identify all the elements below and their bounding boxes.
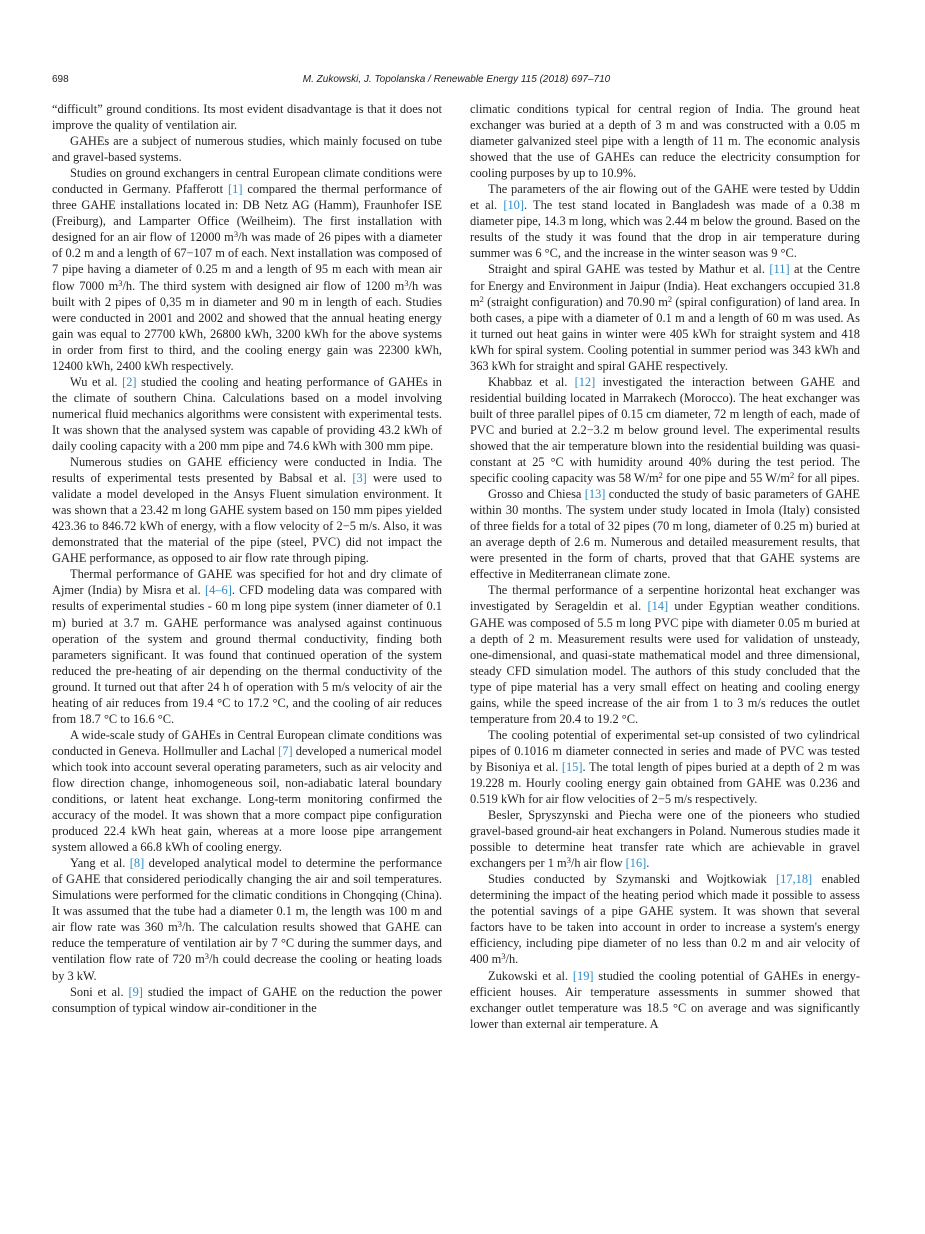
citation-link[interactable]: [9] bbox=[128, 984, 143, 999]
paragraph bbox=[470, 101, 860, 181]
citation-link[interactable]: [10] bbox=[503, 198, 524, 213]
text-run: Besler, Spryszynski and Piecha were one of the pioneers who studied gravel-based ground-air heat exchangers in Poland. Numerous studies made it possible to determine heat transfer rate which are achievable in gravel exchangers per 1 m bbox=[470, 808, 860, 871]
paragraph bbox=[470, 486, 860, 582]
paragraph bbox=[470, 374, 860, 486]
citation-link[interactable]: [15] bbox=[561, 759, 583, 774]
text-run: /h was made of 26 pipes with a diameter of 0.2 m and a length of 67−107 m of each. Next installation was composed of 7 pipe having a diameter of 0.25 m and a length of 95 m each with mean air flow 7000 m bbox=[52, 230, 442, 293]
paragraph bbox=[52, 374, 442, 454]
page-number: 698 bbox=[52, 74, 69, 85]
text-run: Studies on ground exchangers in central European climate conditions were conducted in Germany. Pfafferott bbox=[52, 166, 442, 197]
text-run: for all pipes. bbox=[794, 471, 860, 486]
text-run: for one pipe and 55 W/m bbox=[662, 471, 790, 486]
text-run: /h could decrease the cooling or heating loads by 3 kW. bbox=[52, 952, 442, 983]
text-run: investigated the interaction between GAHE and residential building located in Marrakech (Morocco). The heat exchanger was built of three parallel pipes of 0.15 cm diameter, 72 m length of each, made of PVC and buried at 2.2−3.2 m below ground level. The experimental results showed that the air temperature blown into the residential building was quasi-constant at 25 °C with humidity around 40% during the test period. The specific cooling capacity was 58 W/m bbox=[470, 374, 860, 486]
citation-link[interactable]: [16] bbox=[625, 856, 647, 871]
text-run: developed analytical model to determine the performance of GAHE that considered periodically changing the air and soil temperatures. Simulations were performed for the climatic conditions in Chongqing (China). It was assumed that the tube had a diameter 0.1 m, the length was 100 m and air flow rate was 360 m bbox=[52, 856, 442, 935]
paragraph bbox=[52, 165, 442, 374]
paragraph bbox=[52, 727, 442, 855]
right-column bbox=[470, 101, 860, 1032]
superscript: 3 bbox=[404, 277, 409, 288]
text-run: Yang et al. bbox=[70, 856, 130, 871]
text-run: (spiral configuration) of land area. In both cases, a pipe with a diameter of 0.1 m and a length of 60 m was used. As it turned out heat gains in winter were 405 kWh for straight system and 418 kWh for spiral system. Cooling potential in summer period was 343 kWh and 363 kWh for straight and spiral GAHE respectively. bbox=[470, 294, 860, 373]
paragraph bbox=[470, 968, 860, 1032]
text-run: /h air flow bbox=[570, 856, 626, 871]
paragraph bbox=[52, 984, 442, 1016]
paragraph bbox=[52, 855, 442, 983]
paragraph bbox=[52, 101, 442, 133]
superscript: 3 bbox=[204, 951, 209, 962]
superscript: 3 bbox=[233, 229, 239, 240]
text-run: studied the impact of GAHE on the reduction the power consumption of typical window air-conditioner in the bbox=[52, 984, 442, 1015]
text-run: enabled determining the impact of the heating period which made it possible to assess the potential savings of a pipe GAHE system. It was shown that several factors have to be taken into account in order to increase a system's energy efficiency, including pipe diameter of no less than 0.2 m and air velocity of 400 m bbox=[470, 872, 861, 967]
text-run: Numerous studies on GAHE efficiency were conducted in India. The results of experimental tests presented by Babsal et al. bbox=[52, 455, 442, 486]
paragraph bbox=[470, 727, 860, 807]
text-run: climatic conditions typical for central region of India. The ground heat exchanger was buried at a depth of 3 m and was constructed with a 0.05 m diameter galvanized steel pipe with a length of 11 m. The economic analysis showed that the use of GAHEs can reduce the electricity consumption for cooling purposes by up to 10.9%. bbox=[470, 102, 860, 181]
text-run: . The total length of pipes buried at a depth of 2 m was 19.228 m. Hourly cooling energy gain obtained from GAHE was 0.236 and 0.519 kWh for air flow velocities of 2−5 m/s respectively. bbox=[470, 759, 860, 807]
superscript: 3 bbox=[177, 919, 182, 930]
running-header bbox=[52, 74, 861, 88]
text-run: Soni et al. bbox=[70, 984, 129, 999]
text-run: Wu et al. bbox=[70, 374, 123, 389]
text-run: studied the cooling potential of GAHEs in energy-efficient houses. Air temperature assessments in summer showed that exchanger outlet temperature was 18.5 °C on average and was significantly lower than external air temperature. A bbox=[470, 968, 860, 1031]
citation-link[interactable]: [13] bbox=[584, 487, 606, 502]
text-run: studied the cooling and heating performance of GAHEs in the climate of southern China. Calculations based on a model involving numerical fluid mechanics algorithms were consistent with experimental tests. It was shown that the analysed system was capable of providing 43.2 kWh of daily cooling capacity with a 200 mm pipe and 74.6 kWh with 300 mm pipe. bbox=[52, 374, 442, 453]
text-run: developed a numerical model which took into account several operating parameters, such as air velocity and flow direction change, inhomogeneous soil, non-adiabatic lateral boundary conditions, or latent heat exchange. Long-term monitoring confirmed the accuracy of the model. It was shown that a more compact pipe configuration produced 22.4 kWh heat gain, whereas at a more loose pipe arrangement system allowed a 66.8 kWh of cooling energy. bbox=[52, 743, 442, 855]
superscript: 2 bbox=[789, 470, 795, 481]
left-column bbox=[52, 101, 442, 1016]
text-run: Studies conducted by Szymanski and Wojtkowiak bbox=[488, 872, 777, 887]
superscript: 2 bbox=[658, 470, 663, 481]
text-run: were used to validate a model developed in the Ansys Fluent simulation environment. It was shown that a 23.42 m long GAHE system based on 150 mm pipes yielded 423.36 to 846.72 kWh of energy, with a flow velocity of 2−5 m/s. Also, it was demonstrated that the material of the pipe (steel, PVC) did not impact the GAHE performance, as opposed to air flow rate through piping. bbox=[52, 471, 442, 566]
citation-link[interactable]: [4–6] bbox=[205, 583, 232, 598]
paragraph bbox=[470, 871, 860, 967]
paragraph bbox=[52, 566, 442, 726]
running-head: M. Zukowski, J. Topolanska / Renewable Energy 115 (2018) 697–710 bbox=[302, 74, 611, 85]
paragraph bbox=[52, 454, 442, 566]
citation-link[interactable]: [3] bbox=[352, 471, 367, 486]
text-run: Thermal performance of GAHE was specified for hot and dry climate of Ajmer (India) by Misra et al. bbox=[52, 567, 442, 598]
citation-link[interactable]: [8] bbox=[129, 856, 145, 871]
citation-link[interactable]: [1] bbox=[228, 182, 243, 197]
superscript: 2 bbox=[667, 293, 673, 304]
citation-link[interactable]: [14] bbox=[647, 599, 669, 614]
superscript: 3 bbox=[501, 951, 506, 962]
text-run: . The test stand located in Bangladesh was made of a 0.38 m diameter pipe, 14.3 m long, which was 2.44 m below the ground. Based on the results of the study it was found that the drop in air temperature during summer was 6 °C, and the increase in the winter season was 9 °C. bbox=[470, 198, 860, 261]
text-run: . CFD modeling data was compared with results of experimental studies - 60 m long pipe system (inner diameter of 0.1 m) buried at 3.7 m. GAHE performance was analysed against continuous operation of the system and ground thermal conductivity, finding both parameters significant. It was found that continued operation of the system reduced the pre-heating of air depending on the thermal conductivity of the ground. It turned out that after 24 h of operation with 5 m/s velocity of air the heating of air reduces from 19.4 °C to 17.2 °C, and the cooling of air reduces from 18.7 °C to 16.6 °C. bbox=[52, 583, 443, 726]
text-run: The parameters of the air flowing out of the GAHE were tested by Uddin et al. bbox=[470, 182, 860, 213]
superscript: 3 bbox=[566, 855, 571, 866]
text-run: A wide-scale study of GAHEs in Central European climate conditions was conducted in Geneva. Hollmuller and Lachal bbox=[52, 727, 442, 758]
text-run: /h. The third system with designed air flow of 1200 m bbox=[122, 278, 405, 293]
superscript: 2 bbox=[479, 293, 484, 304]
citation-link[interactable]: [7] bbox=[278, 743, 293, 758]
text-run: /h was built with 2 pipes of 0,35 m in diameter and 90 m in length of each. Studies were conducted in 2001 and 2002 and showed that the annual heating energy gain was equal to 27700 kWh, 26800 kWh, 3200 kWh for the above systems in order from first to third, and the cooling energy gain was 22300 kWh, 12400 kWh, 2400 kWh respectively. bbox=[52, 278, 443, 373]
paragraph bbox=[470, 261, 860, 373]
text-run: under Egyptian weather conditions. GAHE was composed of 5.5 m long PVC pipe with diameter 0.05 m buried at a depth of 2 m. Measurement results were used for validation of unsteady, one-dimensional, and quasi-state mathematical model and three dimensional, steady CFD simulation model. The authors of this study concluded that the type of pipe material has a very small effect on heating and cooling energy gains, while the speed increase of the air from 1 to 3 m/s reduces the outlet temperature from 20.4 to 19.2 °C. bbox=[470, 599, 860, 726]
text-run: Khabbaz et al. bbox=[488, 374, 575, 389]
paragraph bbox=[52, 133, 442, 165]
text-run: . bbox=[646, 856, 650, 871]
paragraph bbox=[470, 807, 860, 871]
text-run: at the Centre for Energy and Environment in Jaipur (India). Heat exchangers occupied 31.8 m bbox=[470, 262, 860, 309]
text-run: Zukowski et al. bbox=[488, 968, 573, 983]
text-run: Grosso and Chiesa bbox=[488, 487, 585, 502]
text-run: compared the thermal performance of three GAHE installations located in: DB Netz AG (Hamm), Fraunhofer ISE (Freiburg), and Lamparter Office (Weilheim). The first installation with designed for an air flow of 12000 m bbox=[52, 182, 442, 245]
text-run: The cooling potential of experimental set-up consisted of two cylindrical pipes of 0.1016 m diameter connected in series and made of PVC was tested by Bisoniya et al. bbox=[470, 727, 860, 774]
citation-link[interactable]: [12] bbox=[574, 374, 596, 389]
text-run: “difficult” ground conditions. Its most evident disadvantage is that it does not improve the quality of ventilation air. bbox=[52, 102, 442, 133]
text-run: /h. bbox=[505, 952, 519, 967]
text-run: (straight configuration) and 70.90 m bbox=[483, 294, 668, 309]
paragraph bbox=[470, 582, 860, 726]
text-run: /h. The calculation results showed that GAHE can reduce the temperature of ventilation air by 7 °C during the summer days, and ventilation flow rate of 720 m bbox=[52, 920, 442, 967]
citation-link[interactable]: [19] bbox=[572, 968, 594, 983]
superscript: 3 bbox=[118, 277, 123, 288]
text-run: GAHEs are a subject of numerous studies, which mainly focused on tube and gravel-based systems. bbox=[52, 134, 442, 165]
citation-link[interactable]: [2] bbox=[122, 374, 137, 389]
text-run: conducted the study of basic parameters of GAHE within 30 months. The system under study located in Imola (Italy) consisted of three fields for a total of 32 pipes (70 m long, diameter of 0.25 m) buried at an average depth of 2.6 m. Numerous and detailed measurement results, that were presented in the form of charts, proved that that GAHE systems are effective in Mediterranean climate zone. bbox=[470, 487, 860, 582]
text-run: Straight and spiral GAHE was tested by Mathur et al. bbox=[488, 262, 770, 277]
citation-link[interactable]: [11] bbox=[769, 262, 790, 277]
text-run: The thermal performance of a serpentine horizontal heat exchanger was investigated by Serageldin et al. bbox=[470, 583, 860, 614]
paragraph bbox=[470, 181, 860, 261]
citation-link[interactable]: [17,18] bbox=[776, 872, 813, 887]
